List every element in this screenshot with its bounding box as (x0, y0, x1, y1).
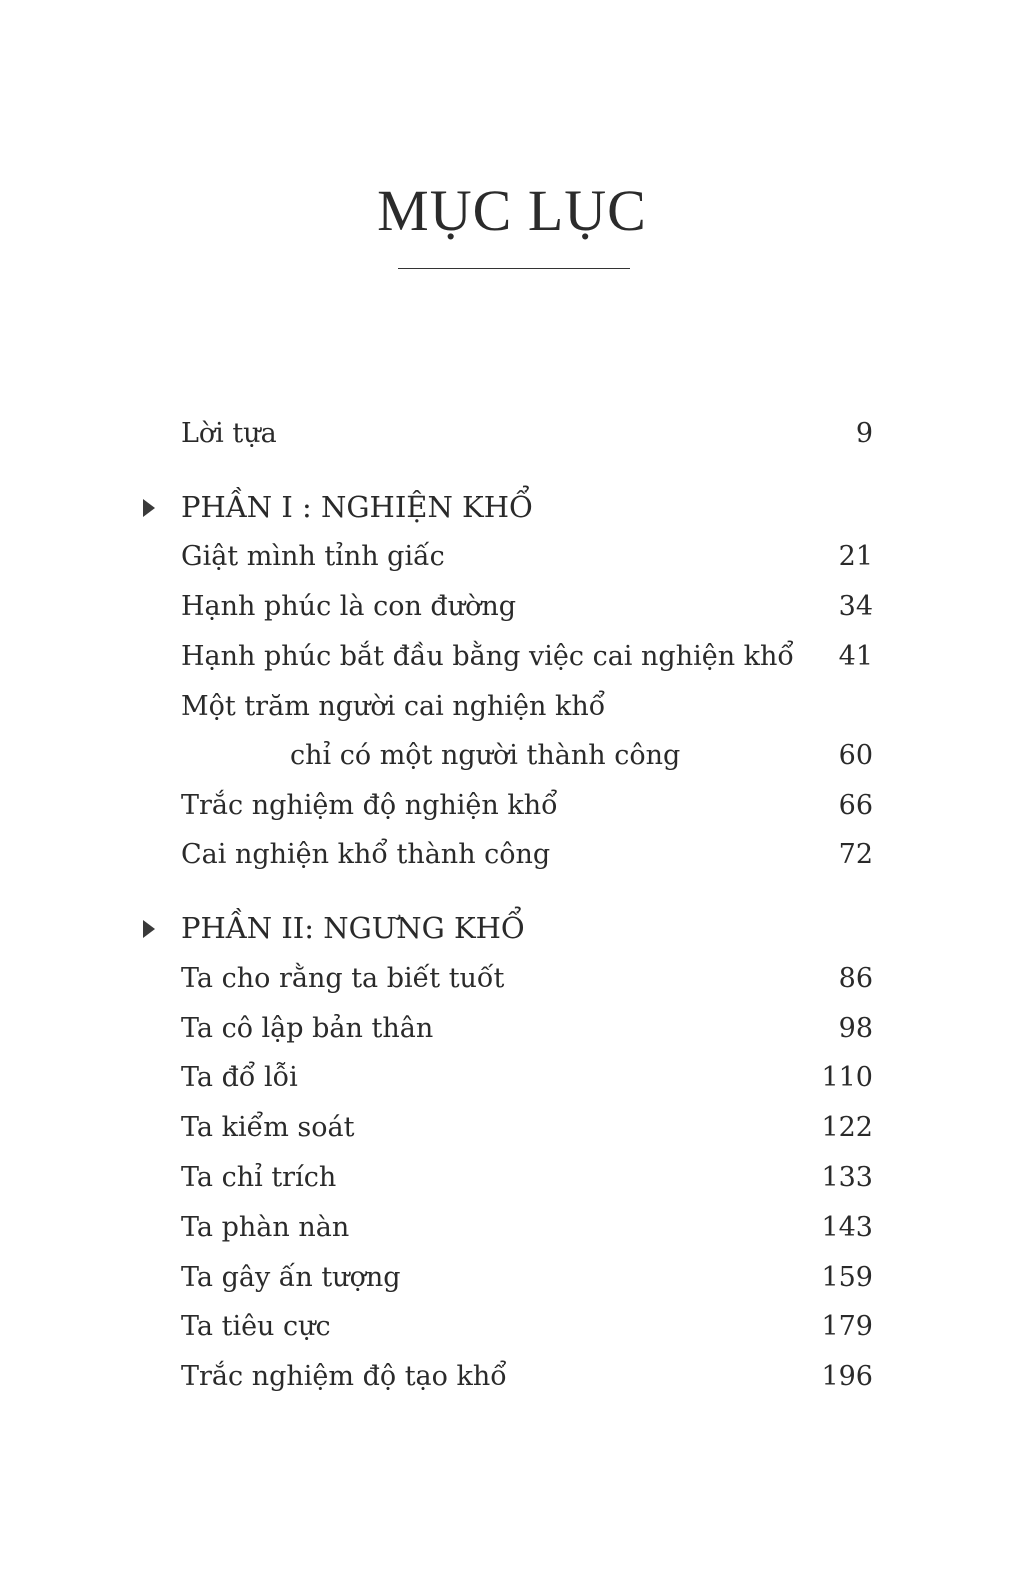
toc-entry-label: Ta tiêu cực (181, 1311, 331, 1342)
toc-entry[interactable] (181, 587, 873, 627)
toc-entry-label: Ta đổ lỗi (181, 1062, 298, 1093)
toc-entry[interactable] (181, 537, 873, 577)
toc-entry[interactable] (181, 1357, 873, 1397)
toc-entry[interactable] (181, 1158, 873, 1198)
toc-entry-page: 86 (838, 963, 873, 994)
toc-entry[interactable] (181, 1058, 873, 1098)
toc-entry[interactable] (181, 1307, 873, 1347)
toc-entry-label: Trắc nghiệm độ tạo khổ (181, 1361, 507, 1392)
toc-entry[interactable] (181, 687, 873, 727)
toc-entry-page: 34 (838, 591, 873, 622)
toc-entry[interactable] (181, 1009, 873, 1049)
toc-entry-label: Ta cho rằng ta biết tuốt (181, 963, 505, 994)
toc-entry-continuation[interactable] (181, 736, 873, 776)
toc-entry-page: 9 (855, 418, 873, 449)
toc-entry-label: Ta gây ấn tượng (181, 1262, 401, 1293)
triangle-bullet-icon (143, 920, 155, 938)
section-heading-label: PHẦN II: NGƯNG KHỔ (181, 911, 525, 945)
toc-entry-preface[interactable] (181, 414, 873, 454)
toc-entry-page: 60 (838, 740, 873, 771)
toc-entry-label: Ta cô lập bản thân (181, 1013, 434, 1044)
toc-entry-label: Một trăm người cai nghiện khổ (181, 691, 606, 722)
page-title: MỤC LỤC (377, 178, 647, 243)
toc-entry[interactable] (181, 835, 873, 875)
toc-entry-label: Ta chỉ trích (181, 1162, 337, 1193)
toc-entry-page: 143 (821, 1212, 873, 1243)
toc-entry-page: 179 (821, 1311, 873, 1342)
toc-entry-page: 133 (821, 1162, 873, 1193)
toc-entry-page: 21 (838, 541, 873, 572)
toc-entry[interactable] (181, 1208, 873, 1248)
toc-entry[interactable] (181, 1258, 873, 1298)
toc-entry-page: 159 (821, 1262, 873, 1293)
toc-entry-label: Ta kiểm soát (181, 1112, 355, 1143)
toc-entry-label: Hạnh phúc là con đường (181, 591, 517, 622)
toc-entry-page: 41 (838, 641, 873, 672)
triangle-bullet-icon (143, 499, 155, 517)
toc-entry-label: chỉ có một người thành công (290, 740, 681, 771)
toc-entry-page: 110 (821, 1062, 873, 1093)
toc-entry-page: 122 (821, 1112, 873, 1143)
toc-entry-label: Cai nghiện khổ thành công (181, 839, 551, 870)
toc-entry[interactable] (181, 637, 873, 677)
toc-entry-label: Lời tựa (181, 418, 277, 449)
toc-entry-label: Ta phàn nàn (181, 1212, 350, 1243)
section-heading-label: PHẦN I : NGHIỆN KHỔ (181, 490, 533, 524)
toc-entry-page: 72 (838, 839, 873, 870)
toc-entry-label: Trắc nghiệm độ nghiện khổ (181, 790, 558, 821)
title-underline (398, 268, 630, 269)
toc-entry[interactable] (181, 959, 873, 999)
toc-entry-page: 98 (838, 1013, 873, 1044)
toc-entry-page: 66 (838, 790, 873, 821)
toc-entry[interactable] (181, 786, 873, 826)
toc-entry-label: Hạnh phúc bắt đầu bằng việc cai nghiện khổ (181, 641, 794, 672)
toc-entry-label: Giật mình tỉnh giấc (181, 541, 445, 572)
toc-entry[interactable] (181, 1108, 873, 1148)
toc-entry-page: 196 (821, 1361, 873, 1392)
